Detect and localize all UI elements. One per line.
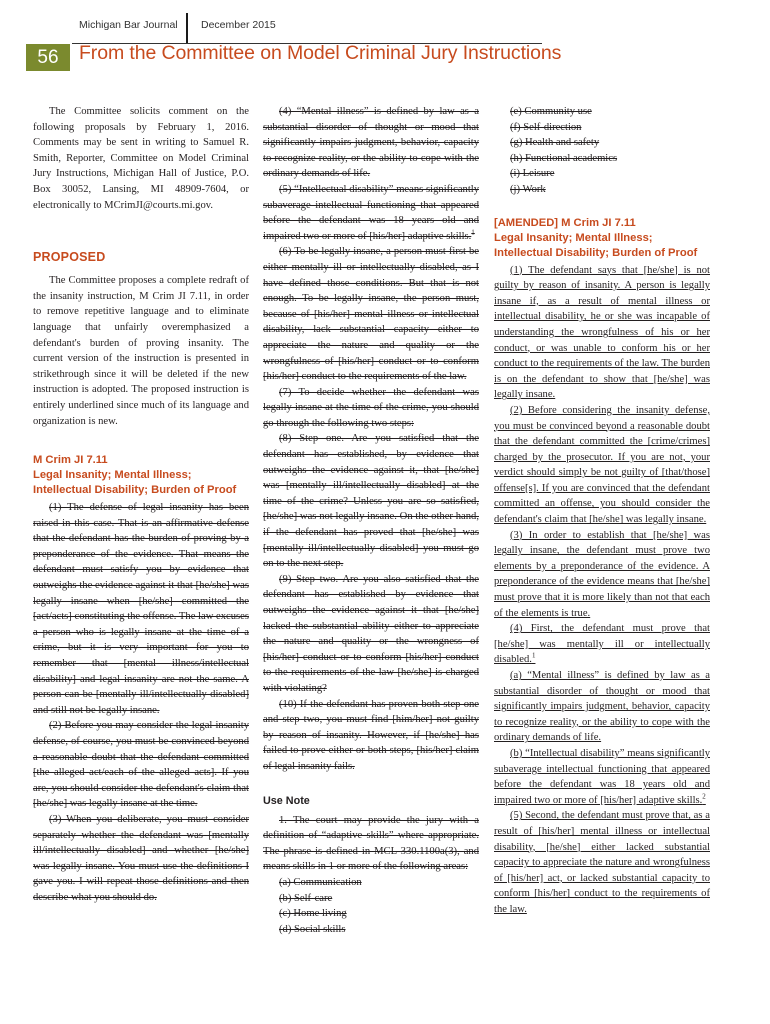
use-note-item: (c) Home living [279, 908, 347, 920]
page-number: 56 [26, 44, 70, 71]
proposed-heading: PROPOSED [33, 250, 106, 265]
proposed-paragraph: The Committee proposes a complete redraft of the insanity instruction, M Crim JI 7.11, in order to remove repetitive language and to eliminate language that unfairly overemphasized a defendant's burden of proving insanity. The current version of the instruction is presented in strikethrough since it will be deleted if the new instruction is adopted. The proposed instruction is entirely underlined since much of its language and organization is new. [33, 275, 249, 427]
use-note-item: (e) Community use [510, 106, 592, 117]
column-2 [263, 104, 479, 937]
page-title: From the Committee on Model Criminal Jury Instructions [79, 42, 562, 64]
use-note-item: (b) Self-care [279, 892, 333, 904]
current-paragraph-8: (8) Step one. Are you satisfied that the defendant has established, by evidence that outweighs the evidence against it, that [he/she] was [mentally ill/intellectually disabled] at the time of the crime? Unless you are so satisfied, [he/she] was not legally insane. On the other hand, if the defendant has proved that [he/she] was [mentally ill/intellectually disabled] you must go on to the next step. [263, 433, 479, 570]
current-paragraph-1: (1) The defense of legal insanity has been raised in this case. That is an affirmative defense that the defendant has the burden of proving by a preponderance of the evidence. That means the defendant must satisfy you by evidence that outweighs the evidence against it that [he/she] was legally insane when [he/she] committed the [act/acts] constituting the offense. The law excuses a person who is legally insane at the time of a crime, but it is very important for you to remember that [mental illness/intellectual disability] and legal insanity are not the same. A person can be [mentally ill/intellectually disabled] and still not be legally insane. [33, 502, 249, 716]
amended-instruction-number: [AMENDED] M Crim JI 7.11 [494, 216, 636, 229]
use-note-item: (g) Health and safety [510, 137, 600, 149]
journal-name: Michigan Bar Journal [79, 19, 178, 31]
use-note-paragraph: 1. The court may provide the jury with a definition of “adaptive skills” where appropriate. The phrase is defined in MCL 330.1100a(3), and means skills in 1 or more of the following areas: [263, 814, 479, 873]
amended-paragraph-4b-text: (b) “Intellectual disability” means significantly subaverage intellectual functioning that appeared before the defendant was 18 years old and impaired two or more of [his/her] adaptive skills. [494, 747, 710, 806]
amended-paragraph-4-text: (4) First, the defendant must prove that [he/she] was mentally ill or intellectually disabled. [494, 623, 710, 666]
footnote-mark: 1 [471, 228, 475, 237]
masthead [0, 0, 770, 80]
amended-paragraph-3: (3) In order to establish that [he/she] was legally insane, the defendant must prove two elements by a preponderance of the evidence. A preponderance of the evidence means that [he/she] must prove that it is more likely than not that each of the elements is true. [494, 529, 710, 619]
current-paragraph-4: (4) “Mental illness” is defined by law as a substantial disorder of thought or mood that significantly impairs judgment, behavior, capacity to recognize reality, or the ability to cope with the ordinary demands of life. [263, 106, 479, 180]
use-note-item: (f) Self-direction [510, 121, 582, 133]
use-note-item: (i) Leisure [510, 168, 555, 180]
current-paragraph-2: (2) Before you may consider the legal insanity defense, of course, you must be convinced beyond a reasonable doubt that the defendant committed [the alleged act/each of the alleged acts]. If you are, you should consider the defendant's claim that [he/she] was legally insane at the time. [33, 720, 249, 810]
current-instruction-title: Legal Insanity; Mental Illness; Intellectual Disability; Burden of Proof [33, 469, 237, 497]
current-instruction-number: M Crim JI 7.11 [33, 454, 108, 467]
amended-paragraph-4a: (a) “Mental illness” is defined by law as a substantial disorder of thought or mood that significantly impairs judgment, behavior, capacity to recognize reality, or the ability to cope with the ordinary demands of life. [494, 670, 710, 744]
current-paragraph-5-text: (5) “Intellectual disability” means significantly subaverage intellectual functioning that appeared before the defendant was 18 years old and impaired two or more of [his/her] adaptive skills. [263, 183, 479, 242]
current-paragraph-5 [263, 182, 479, 244]
amended-paragraph-4b [494, 746, 710, 808]
amended-paragraph-2: (2) Before considering the insanity defense, you must be convinced beyond a reasonable doubt that the defendant committed the [crime/crimes] charged by the prosecutor. If you are not, your verdict should simply be not guilty of [that/those] offense[s]. If you are convinced that the defendant committed an offense, you should consider the defendant's claim that [he/she] was legally insane. [494, 404, 710, 526]
footnote-mark: 1 [531, 651, 536, 660]
column-3 [494, 104, 710, 918]
amended-paragraph-4 [494, 621, 710, 668]
use-note-heading: Use Note [263, 794, 310, 807]
intro-paragraph: The Committee solicits comment on the following proposals by February 1, 2016. Comments may be sent in writing to Samuel R. Smith, Reporter, Committee on Model Criminal Jury Instructions, Michigan Hall of Justice, P.O. Box 30052, Lansing, MI 48909-7604, or electronically to MCrimJI@courts.mi.gov. [33, 106, 249, 211]
use-note-item: (j) Work [510, 183, 546, 195]
use-note-item: (a) Communication [279, 876, 362, 888]
current-paragraph-7: (7) To decide whether the defendant was legally insane at the time of the crime, you should go through the following two steps: [263, 386, 479, 429]
use-note-item: (d) Social skills [279, 923, 346, 935]
amended-paragraph-5: (5) Second, the defendant must prove that, as a result of [his/her] mental illness or intellectual disability, [he/she] either lacked substantial capacity to appreciate the nature and wrongfulness of [his/her] act, or lacked substantial capacity to conform [his/her] conduct to the requirements of the law. [494, 810, 710, 915]
issue-date: December 2015 [201, 19, 276, 31]
column-1 [33, 104, 249, 906]
current-paragraph-9: (9) Step two. Are you also satisfied that the defendant has established by evidence that outweighs the evidence against it that [he/she] lacked the substantial ability either to appreciate the nature and quality or the wrongness of [his/her] conduct or to conform [his/her] conduct to the requirements of the law [he/she] is charged with violating? [263, 573, 479, 694]
use-note-item: (h) Functional academics [510, 152, 618, 164]
current-paragraph-10: (10) If the defendant has proven both step one and step two, you must find [him/her] not guilty by reason of insanity. However, if [he/she] has failed to prove either or both steps, [his/her] claim of legal insanity fails. [263, 698, 479, 772]
footnote-mark: 2 [702, 792, 706, 801]
current-paragraph-3: (3) When you deliberate, you must consider separately whether the defendant was [mentally ill/intellectually disabled] and whether [he/she] was legally insane. You must use the definitions I gave you. I will repeat those definitions and then describe what you should do. [33, 813, 249, 903]
current-paragraph-6: (6) To be legally insane, a person must first be either mentally ill or intellectually disabled, as I have defined those conditions. But that is not enough. To be legally insane, the person must, because of [his/her] mental illness or intellectual disability, lack substantial capacity either to appreciate the nature and quality or the wrongfulness of [his/her] conduct or to conform [his/her] conduct to the requirements of the law. [263, 246, 479, 383]
amended-paragraph-1: (1) The defendant says that [he/she] is not guilty by reason of insanity. A person is legally insane if, as a result of mental illness or intellectual disability, he or she was incapable of understanding the wrongfulness of his or her conduct, or was unable to conform his or her conduct to the requirements of the law. The burden is on the defendant to show that [he/she] was legally insane. [494, 264, 710, 401]
header-divider [186, 13, 188, 43]
amended-instruction-title: Legal Insanity; Mental Illness; Intellectual Disability; Burden of Proof [494, 231, 698, 259]
